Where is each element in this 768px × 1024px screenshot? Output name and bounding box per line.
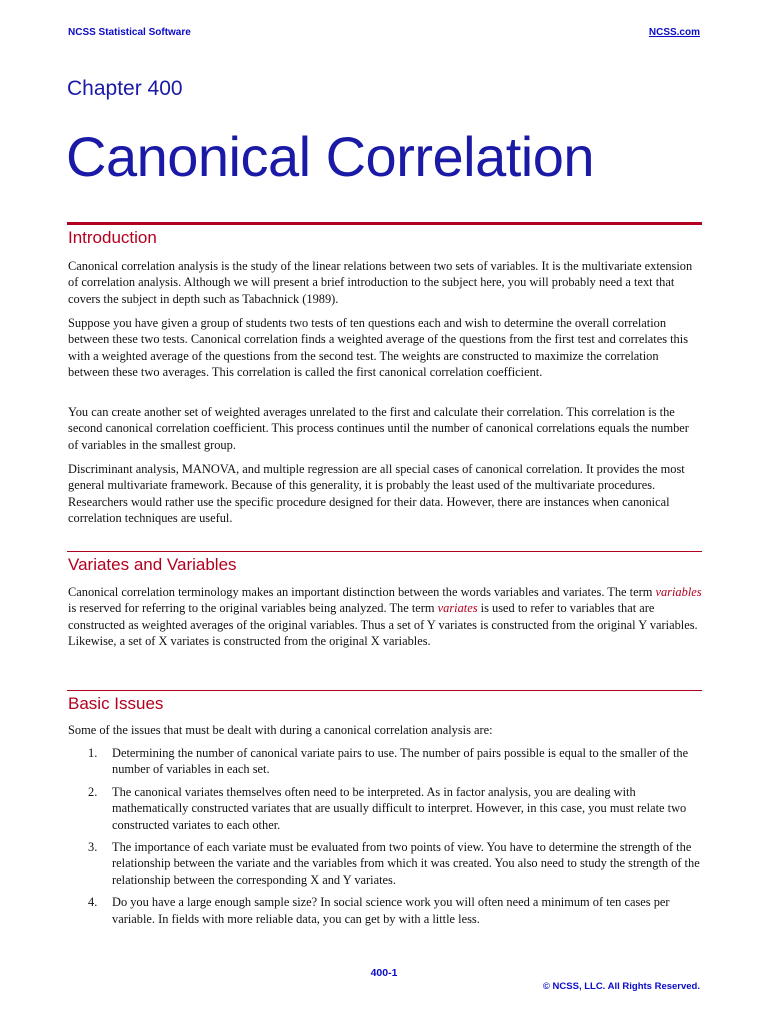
copyright-notice: © NCSS, LLC. All Rights Reserved. (542, 981, 700, 992)
variates-text-3: is used to refer to variables that are constructed as weighted averages of the original variables. Thus a set of Y variates is constructed from the original Y variables. Likewise, a set of X variates is constructed from the original X variables. (68, 601, 698, 649)
list-item-number: 1. (88, 746, 98, 760)
list-item-text: Determining the number of canonical variate pairs to use. The number of pairs possible is equal to the smaller of the number of variables in each set. (112, 746, 689, 777)
list-item (68, 839, 702, 888)
variates-text-2: is reserved for referring to the original variables being analyzed. The term (68, 601, 438, 616)
list-item-text: The canonical variates themselves often need to be interpreted. As in factor analysis, you are dealing with mathematically constructed variates that are usually difficult to interpret. However, in this case, you must relate two constructed variates to each other. (112, 784, 687, 832)
variates-paragraph (68, 584, 702, 650)
term-variables: variables (655, 585, 702, 599)
intro-paragraph-3: You can create another set of weighted averages unrelated to the first and calculate their correlation. This correlation is the second canonical correlation coefficient. This process continues until the number of canonical correlations equals the number of variables in the smallest group. (68, 405, 689, 452)
list-item-text: Do you have a large enough sample size? In social science work you will often need a minimum of ten cases per variable. In fields with more reliable data, you can get by with a little less. (112, 895, 670, 926)
intro-paragraph-2: Suppose you have given a group of students two tests of ten questions each and wish to determine the overall correlation between these two tests. Canonical correlation finds a weighted average of the questions from the first test and correlates this with a weighted average of the questions from the second test. The weights are constructed to maximize the correlation between these two averages. This correlation is called the first canonical correlation coefficient. (68, 316, 689, 380)
term-variates: variates (437, 601, 478, 616)
header-website-link[interactable]: NCSS.com (648, 27, 700, 38)
variates-text-1: Canonical correlation terminology makes an important distinction between the words variables and variates. The term (68, 585, 656, 599)
section-divider (67, 690, 702, 691)
list-item-number: 4. (88, 895, 98, 910)
page-number: 400-1 (370, 967, 398, 979)
list-item-number: 2. (88, 784, 98, 799)
basic-issues-intro: Some of the issues that must be dealt with during a canonical correlation analysis are: (68, 723, 493, 737)
section-heading-variates: Variates and Variables (68, 555, 237, 574)
basic-issues-list (68, 745, 702, 933)
intro-paragraph-4: Discriminant analysis, MANOVA, and multiple regression are all special cases of canonical correlation. It provides the most general multivariate framework. Because of this generality, it is probably the least used of the multivariate procedures. Researchers would rather use the specific procedure designed for their data. However, there are instances when canonical correlation techniques are useful. (68, 462, 685, 526)
list-item (68, 784, 702, 833)
header-software-name: NCSS Statistical Software (68, 27, 191, 38)
intro-paragraph-1: Canonical correlation analysis is the study of the linear relations between two sets of variables. It is the multivariate extension of correlation analysis. Although we will present a brief introduction to the subject here, you will probably need a text that covers the subject in depth such as Tabachnick (1989). (68, 259, 693, 306)
section-heading-basic-issues: Basic Issues (68, 694, 164, 713)
chapter-label: Chapter 400 (67, 77, 183, 100)
list-item (68, 745, 702, 778)
section-divider (67, 222, 702, 225)
page-title: Canonical Correlation (66, 125, 595, 188)
section-heading-introduction: Introduction (68, 228, 157, 247)
list-item (68, 894, 702, 927)
list-item-number: 3. (88, 840, 98, 855)
section-divider (67, 551, 702, 552)
list-item-text: The importance of each variate must be evaluated from two points of view. You have to determine the strength of the relationship between the variate and the variables from which it was created. You also need to study the strength of the relationship between the corresponding X and Y variates. (112, 840, 700, 887)
